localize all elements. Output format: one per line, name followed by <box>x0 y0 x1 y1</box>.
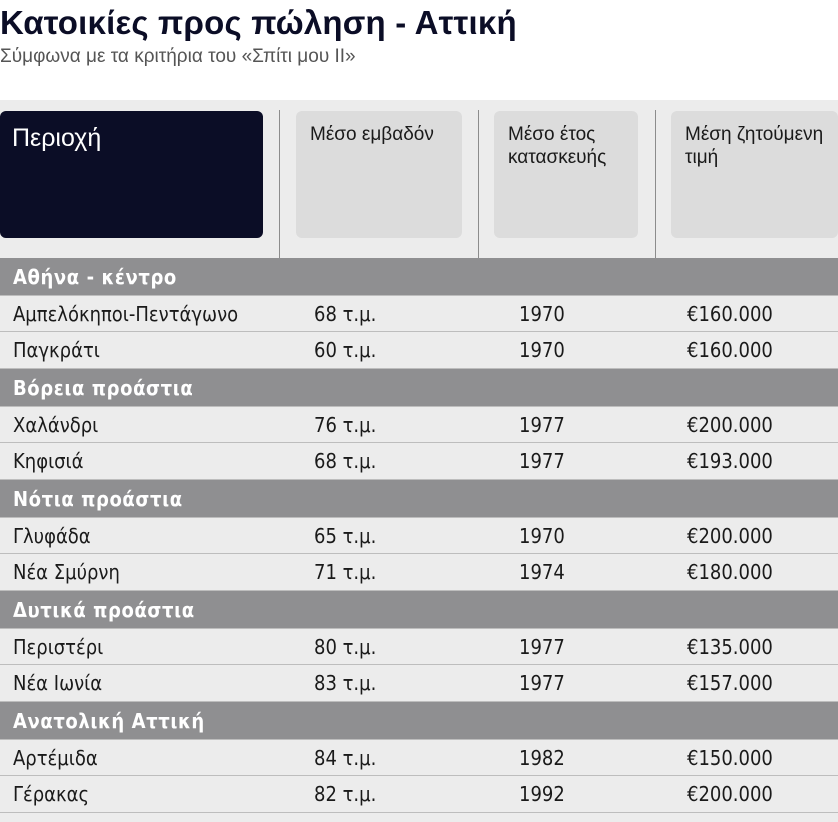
table-row <box>0 295 838 332</box>
cell-area: Αμπελόκηποι-Πεντάγωνο <box>13 301 239 326</box>
table-row <box>0 665 838 702</box>
cell-size: 80 τ.μ. <box>314 634 377 659</box>
cell-year: 1970 <box>519 523 565 548</box>
header-price: Μέση ζητούμενη τιμή <box>671 111 838 238</box>
table-row <box>0 443 838 480</box>
table-row <box>0 554 838 591</box>
table-row <box>0 776 838 813</box>
cell-year: 1974 <box>519 560 565 584</box>
cell-year: 1977 <box>519 449 565 473</box>
cell-area: Παγκράτι <box>13 338 100 362</box>
section-label: Ανατολική Αττική <box>13 708 205 733</box>
cell-year: 1977 <box>519 634 565 659</box>
cell-size: 68 τ.μ. <box>314 301 377 326</box>
section-header <box>0 480 838 517</box>
cell-year: 1977 <box>519 671 565 695</box>
cell-size: 65 τ.μ. <box>314 523 377 548</box>
cell-price: €150.000 <box>687 745 773 770</box>
cell-area: Νέα Ιωνία <box>13 671 103 695</box>
cell-year: 1970 <box>519 338 565 362</box>
cell-area: Νέα Σμύρνη <box>13 560 120 584</box>
cell-year: 1977 <box>519 412 565 437</box>
cell-price: €135.000 <box>687 634 773 659</box>
section-label: Δυτικά προάστια <box>13 597 195 622</box>
cell-price: €200.000 <box>687 523 773 548</box>
cell-size: 84 τ.μ. <box>314 745 377 770</box>
cell-area: Κηφισιά <box>13 449 84 473</box>
table-row <box>0 739 838 776</box>
header-area: Περιοχή <box>0 111 263 238</box>
section-label: Αθήνα - κέντρο <box>13 264 177 289</box>
cell-size: 82 τ.μ. <box>314 782 377 806</box>
table-row <box>0 517 838 554</box>
cell-size: 71 τ.μ. <box>314 560 377 584</box>
page-subtitle: Σύμφωνα με τα κριτήρια του «Σπίτι μου ΙΙ» <box>0 46 356 67</box>
cell-area: Γλυφάδα <box>13 523 91 548</box>
cell-area: Αρτέμιδα <box>13 745 98 770</box>
header-size: Μέσο εμβαδόν <box>296 111 462 238</box>
section-label: Βόρεια προάστια <box>13 375 194 400</box>
cell-price: €157.000 <box>687 671 773 695</box>
cell-price: €200.000 <box>687 412 773 437</box>
cell-area: Χαλάνδρι <box>13 412 99 437</box>
cell-year: 1982 <box>519 745 565 770</box>
table-row <box>0 628 838 665</box>
table-row <box>0 406 838 443</box>
section-header <box>0 258 838 295</box>
cell-price: €180.000 <box>687 560 773 584</box>
cell-price: €200.000 <box>687 782 773 806</box>
section-header <box>0 591 838 628</box>
cell-area: Γέρακας <box>13 782 90 806</box>
cell-area: Περιστέρι <box>13 634 104 659</box>
header-year: Μέσο έτος κατασκευής <box>494 111 638 238</box>
cell-price: €160.000 <box>687 338 773 362</box>
table-row <box>0 332 838 369</box>
cell-size: 83 τ.μ. <box>314 671 377 695</box>
cell-year: 1992 <box>519 782 565 806</box>
section-label: Νότια προάστια <box>13 486 183 511</box>
cell-year: 1970 <box>519 301 565 326</box>
cell-price: €193.000 <box>687 449 773 473</box>
section-header <box>0 702 838 739</box>
cell-size: 60 τ.μ. <box>314 338 377 362</box>
page-title: Κατοικίες προς πώληση - Αττική <box>0 4 517 41</box>
cell-size: 68 τ.μ. <box>314 449 377 473</box>
cell-size: 76 τ.μ. <box>314 412 377 437</box>
section-header <box>0 369 838 406</box>
cell-price: €160.000 <box>687 301 773 326</box>
